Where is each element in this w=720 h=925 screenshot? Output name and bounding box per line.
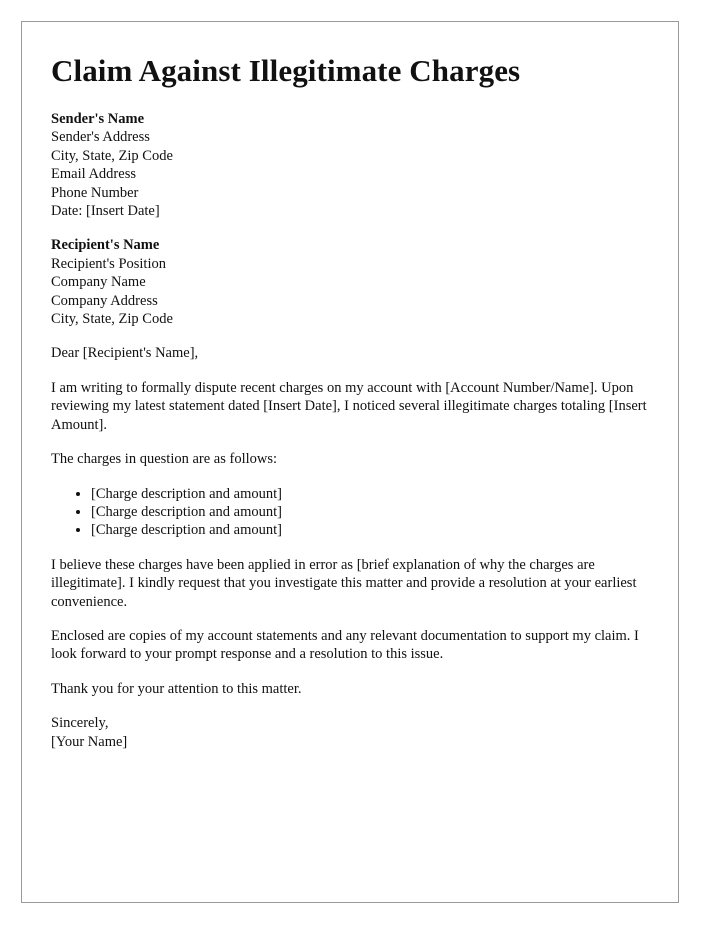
sender-block [51, 110, 661, 220]
closing-name: [Your Name] [51, 733, 128, 750]
letter-title: Claim Against Illegitimate Charges [51, 53, 521, 88]
recipient-company-name: Company Name [51, 274, 146, 291]
recipient-company-address: Company Address [51, 292, 158, 309]
charge-item: • [Charge description and amount] [91, 485, 661, 503]
closing-block [51, 714, 661, 751]
letter-page [21, 21, 679, 903]
recipient-city-state-zip: City, State, Zip Code [51, 311, 173, 328]
explanation-paragraph: I believe these charges have been applied in error as [brief explanation of why the charges are illegitimate]. I kindly request that you investigate this matter and provide a resolution at your earliest convenience. [51, 556, 637, 610]
charge-item: • [Charge description and amount] [91, 503, 661, 521]
sender-phone: Phone Number [51, 184, 139, 201]
sender-name: Sender's Name [51, 111, 145, 127]
recipient-position: Recipient's Position [51, 255, 166, 272]
sender-address: Sender's Address [51, 129, 150, 146]
closing-signoff: Sincerely, [51, 715, 109, 732]
sender-city-state-zip: City, State, Zip Code [51, 147, 173, 164]
intro-paragraph: I am writing to formally dispute recent charges on my account with [Account Number/Name]. Upon reviewing my latest statement dated [Insert Date], I noticed several illegitimate charges totaling [Insert Amount]. [51, 379, 647, 433]
sender-email: Email Address [51, 166, 136, 183]
sender-date: Date: [Insert Date] [51, 203, 160, 220]
charge-item: • [Charge description and amount] [91, 521, 661, 539]
recipient-name: Recipient's Name [51, 237, 160, 254]
recipient-block [51, 236, 661, 328]
enclosed-paragraph: Enclosed are copies of my account statements and any relevant documentation to support my claim. I look forward to your prompt response and a resolution to this issue. [51, 627, 639, 663]
list-intro-paragraph: The charges in question are as follows: [51, 451, 278, 468]
thanks-paragraph: Thank you for your attention to this matter. [51, 680, 302, 697]
letter-content [51, 52, 661, 767]
charges-list [51, 485, 661, 540]
salutation: Dear [Recipient's Name], [51, 345, 199, 362]
